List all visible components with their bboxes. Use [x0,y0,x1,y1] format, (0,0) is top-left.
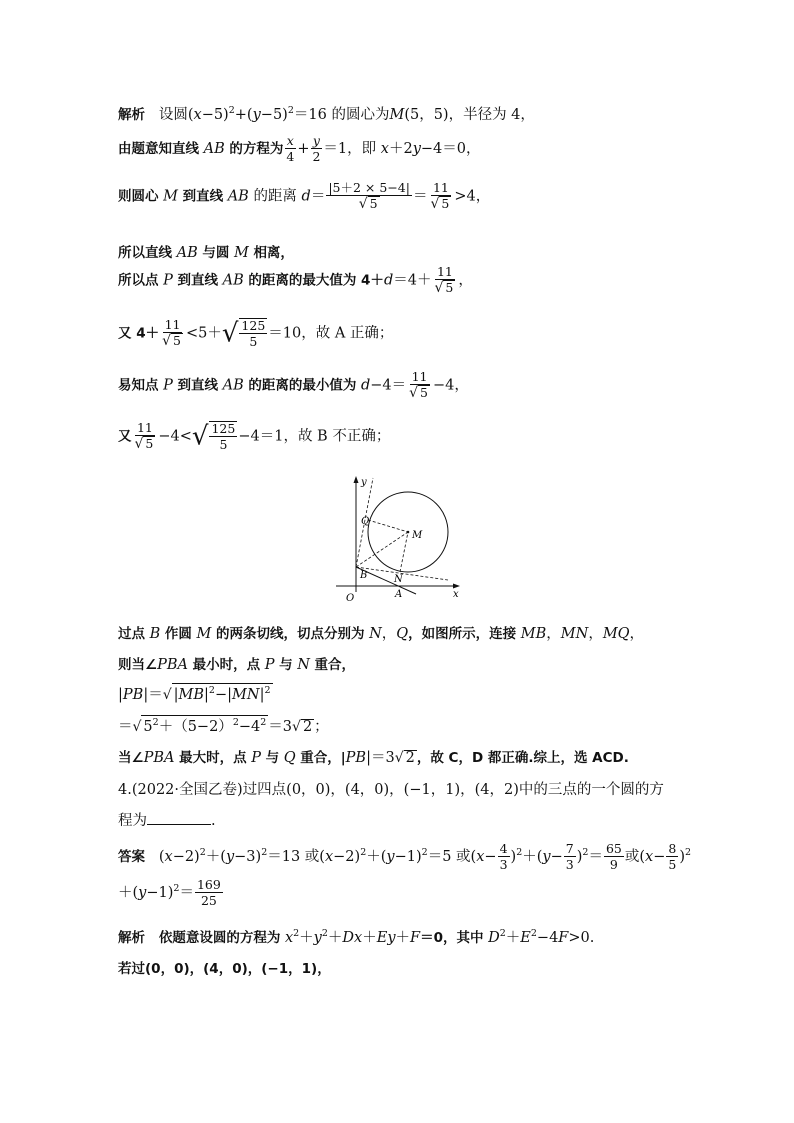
text: >4， [454,188,491,205]
exp: 2 [199,847,206,858]
var: M [163,188,178,205]
exp: 2 [530,928,537,939]
var: B [149,626,161,642]
var: Dx [342,930,363,946]
text: ＋( [522,849,543,865]
text: | [259,687,265,703]
numerator: y [312,133,320,148]
text: −4＝ [370,377,407,394]
solution-label: 解析 [118,107,145,123]
solution-line-9 [118,622,644,643]
text: ， [381,626,397,642]
fraction [604,842,624,872]
solution-line-7 [118,370,469,401]
numerator: 8 [668,841,677,856]
radicand: 2 [302,719,313,735]
radical [172,683,273,702]
denominator: 5 [219,437,228,452]
answer-line-2 [118,878,224,908]
fraction [160,318,185,349]
var: y [138,885,147,901]
fraction [428,181,453,212]
denominator: 5 [249,334,258,349]
solution-line-13: 当∠PBA 最大时，点 P 与 Q 重合，|PB|＝3√ 2 ，故 C，D 都正确.综上，选 ACD. [118,750,629,766]
fraction [666,842,678,872]
var: MB [520,626,547,642]
x-axis-arrow [453,584,460,589]
segment-mn [400,532,408,572]
denominator: 3 [565,857,574,872]
var: PBA [157,657,188,673]
denominator: √ 5 [162,333,181,349]
fraction [195,878,223,908]
fraction [407,370,432,401]
var: MB [178,687,205,703]
var: P [264,657,275,673]
label-n: N [394,574,403,585]
text: <5＋ [185,325,222,342]
var: Ey [376,930,396,946]
exp: 2 [260,717,267,728]
fraction [310,134,322,164]
var: P [163,377,173,394]
denominator: 25 [200,893,217,908]
text: 或( [624,849,646,865]
answer-label: 答案 [118,849,145,865]
text: 与圆 [202,245,230,261]
text: ＋ [505,930,521,946]
numerator: 7 [565,841,574,856]
text: ＝ [310,188,326,205]
text: ＝ [118,719,133,735]
text: − [484,849,497,865]
denominator: 3 [499,857,508,872]
text: +( [234,107,253,123]
exp: 2 [232,717,239,728]
text: ， [458,272,473,289]
text: −4＝0， [420,141,481,157]
text: ＋ [362,930,377,946]
text: |＝ [143,687,163,703]
answer-line-1 [118,842,691,872]
text: ＝0，其中 [420,930,484,946]
segment-mq [368,520,408,532]
y-axis-arrow [354,476,359,483]
var: AB [203,141,225,157]
text: ＋2 [388,141,413,157]
radical [141,715,268,734]
text: ＝10，故 A 正确； [268,325,394,342]
exp: 2 [499,928,506,939]
text: ＝16 的圆心为 [293,107,390,123]
text: 5 [143,719,153,735]
numerator: 65 [605,841,622,856]
exp: 2 [208,685,215,696]
text: −5) [201,107,229,123]
exp: 2 [582,847,589,858]
text: 又 4＋ [118,325,160,342]
var: M [196,626,212,642]
text: −4 [536,930,559,946]
text: 作圆 [164,626,192,642]
text: 重合， [314,657,355,673]
text: −2) [333,849,361,865]
radicand: 5 [369,196,378,211]
solution-line-10 [118,653,355,673]
exp: 2 [261,847,268,858]
text: 所以点 [118,272,159,289]
var: P [251,750,261,766]
text: ； [314,719,329,735]
text: | [173,687,179,703]
numerator: 11 [164,317,181,332]
label-o: O [346,593,355,604]
var: MQ [602,626,630,642]
exp: 2 [173,883,180,894]
text: 则当∠ [118,657,158,673]
exp: 2 [287,105,294,116]
text: − [550,849,563,865]
var: y [412,141,421,157]
var: AB [222,272,244,289]
fraction [564,842,576,872]
denominator: √ 5 [358,196,378,212]
text: (5，5)，半径为 4， [404,107,535,123]
text: 相离， [253,245,294,261]
numerator: 11 [136,420,153,435]
text: −2) [172,849,200,865]
text: 的方程为 [229,141,284,157]
radicand: 5 [420,385,428,400]
var: x [284,930,294,946]
var: F [410,930,421,946]
label-q: Q [361,516,370,527]
solution-line-11: |PB|＝√ $|MB|^2-|MN|^2$ [118,685,271,703]
var: y [313,930,322,946]
question-4-line-2 [118,809,216,830]
text: 的距离的最大值为 4＋ [248,272,384,289]
text: ＝5 或( [427,849,477,865]
solution-line-12: ＝√ $5^2+(5-2)^2-4^2 =3√$ 2 ； [118,717,329,735]
numerator: 11 [436,264,453,279]
var: d [360,377,371,394]
fraction [432,265,457,296]
text: ，如图所示，连接 [408,626,517,642]
text: 与 [265,750,280,766]
var: y [225,849,235,865]
text: ＋ [327,930,343,946]
text: 与 [279,657,293,673]
label-b: B [360,570,368,581]
denominator: 2 [312,149,321,164]
text: ， [629,626,645,642]
radicand: 5 [441,196,450,211]
text: − [653,849,666,865]
var: E [520,930,531,946]
text: 由题意知直线 [118,141,199,157]
fraction [133,421,158,452]
exp: 2 [360,847,367,858]
text: ( [158,849,165,865]
text: ， [588,626,603,642]
var: PB [122,687,144,703]
var: N [297,657,310,673]
text: −4< [158,428,192,445]
solution-line-5 [118,265,473,296]
center-point [407,531,410,534]
exp: 2 [684,847,692,858]
text: −4 [238,719,261,735]
text: 程为 [118,813,147,829]
var: F [558,930,569,946]
var: MN [232,687,260,703]
text: 重合，| [300,750,346,766]
fraction [284,134,296,164]
text: 设圆( [158,107,194,123]
text: | [118,687,123,703]
fraction [498,842,510,872]
text: ＝ [588,849,603,865]
var: d [301,188,311,205]
numerator: 11 [432,180,449,195]
exp: 2 [228,105,235,116]
exp: 2 [321,928,328,939]
text: ＝3 [268,719,293,735]
text: −1) [394,849,422,865]
var: d [383,272,394,289]
geometry-figure [328,470,468,605]
label-y: y [361,477,367,488]
numerator: 125 [241,318,266,333]
text: −3) [234,849,262,865]
var: x [645,849,654,865]
text: 最小时，点 [192,657,261,673]
exp: 2 [421,847,428,858]
var: y [542,849,551,865]
text: 到直线 [182,188,224,205]
var: y [386,849,395,865]
text: 到直线 [177,377,218,394]
text: ＋ [395,930,411,946]
text: 又 [118,428,132,445]
text: 的距离 [253,188,297,205]
label-x: x [453,589,459,600]
question-4-line-1 [118,778,664,799]
text: 4.(2022·全国乙卷)过四点(0，0)，(4，0)，(−1，1)，(4，2)中的三点的一个圆的方 [118,782,664,798]
fraction [209,421,237,452]
text: −5) [260,107,288,123]
text: ＋( [205,849,226,865]
label-a: A [395,589,403,600]
radicand: 5 [445,280,454,295]
var: Q [396,626,409,642]
exp: 2 [152,717,159,728]
numerator: 4 [499,841,508,856]
text: . [211,813,216,829]
solution-2-line-1 [118,926,594,947]
text: | [204,687,209,703]
exp: 2 [516,847,523,858]
text: ) [510,849,517,865]
text: −1) [146,885,174,901]
solution-line-4 [118,241,294,261]
exp: 2 [293,928,300,939]
var: M [233,245,249,261]
var: Q [283,750,296,766]
numerator: |5＋2 × 5−4| [328,180,410,195]
var: y [252,107,261,123]
var: D [488,930,500,946]
text: 若过(0，0)，(4，0)，(−1，1)， [118,961,331,977]
fraction [239,318,267,349]
text: ＝4＋ [393,272,432,289]
var: x [380,141,389,157]
text: ＋ [299,930,314,946]
solution-line-6: 又 4＋ $\frac{11}{√ 5}$ <5＋√ $\frac{125}{5}$ ＝10，故 A 正确； [118,317,394,349]
var: x [476,849,485,865]
label-m: M [412,530,423,541]
var: M [389,107,405,123]
text: 则圆心 [118,188,159,205]
exp: 2 [264,685,271,696]
var: x [324,849,334,865]
text: ，故 C，D 都正确.综上，选 ACD. [416,750,629,766]
text: ＋（5−2） [158,719,233,735]
text: ＝ [412,188,428,205]
text: ＝1，即 [323,141,377,157]
var: PBA [143,750,175,766]
text: |＝3 [366,750,395,766]
radicand: 5 [145,436,154,451]
text: ＋( [118,885,139,901]
numerator: 169 [196,877,221,892]
var: PB [345,750,367,766]
text: 所以直线 [118,245,172,261]
var: x [193,107,202,123]
text: >0. [568,930,595,946]
text: 到直线 [177,272,218,289]
denominator: 9 [609,857,618,872]
numerator: x [286,133,294,148]
text: 的两条切线，切点分别为 [215,626,365,642]
solution-line-1 [118,103,535,124]
text: + [297,141,310,157]
text: ， [546,626,561,642]
radicand: 5 [173,333,181,348]
var: AB [176,245,198,261]
solution-2-line-2 [118,957,331,977]
text: ＋( [366,849,387,865]
text: ＝13 或( [267,849,325,865]
radicand: 2 [405,750,415,766]
text: ) [679,849,685,865]
numerator: 11 [411,369,428,384]
text: −4， [433,377,469,394]
text: 最大时，点 [179,750,247,766]
fraction [326,181,412,212]
denominator: 4 [286,149,295,164]
solution-label: 解析 [118,930,145,946]
denominator: √ 5 [430,196,450,212]
text: 过点 [118,626,145,642]
text: 易知点 [118,377,159,394]
solution-line-2 [118,134,481,164]
denominator: √ 5 [134,436,154,452]
numerator: 125 [211,421,236,436]
denominator: √ 5 [434,280,454,296]
var: P [163,272,173,289]
answer-blank[interactable] [147,812,211,825]
var: AB [222,377,244,394]
text: −| [214,687,233,703]
text: ) [576,849,583,865]
solution-line-3 [118,181,490,212]
text: −4＝1，故 B 不正确； [238,428,391,445]
solution-line-8: 又 $\frac{11}{√ 5}$ −4<√ $\frac{125}{5}$ −4＝1，故 B 不正确； [118,420,391,452]
text: 依题意设圆的方程为 [158,930,281,946]
text: 的距离的最小值为 [248,377,357,394]
denominator: 5 [668,857,677,872]
var: MN [560,626,589,642]
text: 当∠ [118,750,144,766]
var: x [164,849,173,865]
denominator: √ 5 [409,385,428,401]
var: AB [227,188,249,205]
var: N [369,626,382,642]
text: ＝ [179,885,194,901]
